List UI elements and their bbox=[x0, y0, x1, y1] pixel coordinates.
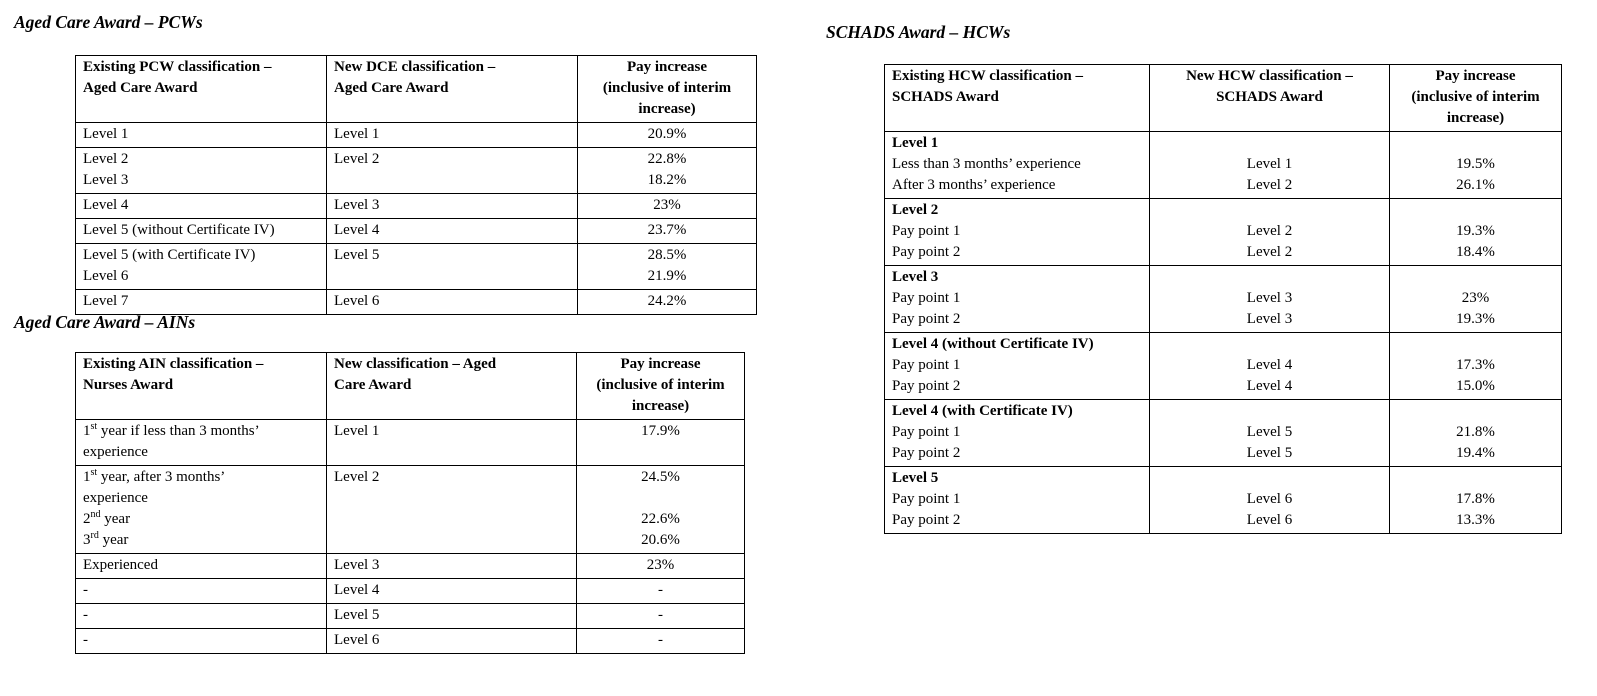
table-row bbox=[885, 199, 1562, 266]
table-cell bbox=[76, 219, 327, 244]
cell-line: Pay point 1 bbox=[892, 290, 961, 306]
cell-line: Level 1 bbox=[892, 135, 939, 151]
cell-line: After 3 months’ experience bbox=[892, 177, 1056, 193]
cell-line: Level 4 bbox=[334, 582, 380, 598]
table-cell bbox=[1390, 266, 1562, 333]
table-row bbox=[76, 148, 757, 194]
cell-line: experience bbox=[83, 490, 148, 506]
cell-line: Level 4 (with Certificate IV) bbox=[892, 403, 1073, 419]
cell-line: Pay point 2 bbox=[892, 512, 961, 528]
cell-line: Level 6 bbox=[1246, 512, 1293, 528]
cell-line: Level 5 (with Certificate IV) bbox=[83, 247, 256, 263]
cell-line: Level 2 bbox=[1246, 223, 1293, 239]
cell-line: Level 3 bbox=[83, 172, 129, 188]
cell-line: 19.3% bbox=[1456, 223, 1495, 239]
table-row bbox=[76, 123, 757, 148]
cell-line: 23% bbox=[653, 197, 681, 213]
cell-line: Care Award bbox=[334, 377, 412, 393]
table-cell bbox=[577, 579, 745, 604]
cell-line: Level 5 bbox=[334, 607, 380, 623]
cell-line: Level 1 bbox=[334, 126, 380, 142]
cell-line: 17.8% bbox=[1456, 491, 1495, 507]
table-row bbox=[76, 466, 745, 554]
column-header bbox=[76, 56, 327, 123]
cell-line: 19.3% bbox=[1456, 311, 1495, 327]
cell-line: Existing PCW classification – bbox=[83, 59, 272, 75]
cell-line: Level 5 bbox=[892, 470, 939, 486]
cell-line: 1st year if less than 3 months’ bbox=[83, 421, 260, 439]
cell-line bbox=[1397, 200, 1554, 221]
table-cell bbox=[327, 123, 578, 148]
cell-line: - bbox=[658, 632, 663, 648]
table-row bbox=[885, 333, 1562, 400]
cell-line: (inclusive of interim bbox=[1411, 89, 1540, 105]
cell-line: Level 5 bbox=[1246, 445, 1293, 461]
table-cell bbox=[76, 290, 327, 315]
table-cell bbox=[578, 148, 757, 194]
cell-line: Level 2 bbox=[1246, 177, 1293, 193]
table-cell bbox=[1390, 132, 1562, 199]
table-cell bbox=[327, 604, 577, 629]
cell-line bbox=[1157, 133, 1382, 154]
cell-line: 22.8% bbox=[647, 151, 687, 167]
cell-line: Pay increase bbox=[626, 59, 708, 75]
cell-line: 18.2% bbox=[647, 172, 687, 188]
table-cell bbox=[327, 194, 578, 219]
table-cell bbox=[1390, 199, 1562, 266]
cell-line: 19.5% bbox=[1456, 156, 1495, 172]
cell-line: Pay point 1 bbox=[892, 223, 961, 239]
cell-line bbox=[1157, 401, 1382, 422]
cell-line: Aged Care Award bbox=[334, 80, 449, 96]
table-cell bbox=[885, 400, 1150, 467]
cell-line: Level 3 bbox=[1246, 311, 1293, 327]
cell-line: Level 4 bbox=[334, 222, 380, 238]
pcw-classification-table bbox=[75, 55, 757, 315]
cell-line: 2nd year bbox=[83, 509, 131, 527]
cell-line: 17.9% bbox=[641, 423, 680, 439]
table-cell bbox=[1150, 333, 1390, 400]
column-header bbox=[327, 56, 578, 123]
table-cell bbox=[885, 333, 1150, 400]
table-cell bbox=[76, 244, 327, 290]
table-cell bbox=[76, 604, 327, 629]
cell-line: Aged Care Award bbox=[83, 80, 198, 96]
table-row bbox=[885, 132, 1562, 199]
column-header bbox=[1390, 65, 1562, 132]
cell-line: Level 5 bbox=[1246, 424, 1293, 440]
table-cell bbox=[1150, 467, 1390, 534]
table-cell bbox=[327, 420, 577, 466]
cell-line: increase) bbox=[638, 101, 696, 117]
cell-line: Level 5 (without Certificate IV) bbox=[83, 222, 275, 238]
table-cell bbox=[577, 604, 745, 629]
table-cell bbox=[1390, 467, 1562, 534]
cell-line: Level 1 bbox=[1246, 156, 1293, 172]
cell-line: - bbox=[658, 582, 663, 598]
cell-line: 20.9% bbox=[647, 126, 687, 142]
cell-line: 18.4% bbox=[1456, 244, 1495, 260]
cell-line: Pay point 2 bbox=[892, 311, 961, 327]
cell-line bbox=[584, 488, 737, 509]
cell-line: SCHADS Award bbox=[1216, 89, 1323, 105]
cell-line bbox=[1397, 334, 1554, 355]
table-cell bbox=[76, 466, 327, 554]
cell-line: Level 6 bbox=[334, 293, 380, 309]
table-cell bbox=[1150, 266, 1390, 333]
table-cell bbox=[1390, 400, 1562, 467]
header-row bbox=[885, 65, 1562, 132]
header-row bbox=[76, 56, 757, 123]
cell-line: Level 7 bbox=[83, 293, 129, 309]
cell-line: Pay point 1 bbox=[892, 357, 961, 373]
cell-line bbox=[1397, 133, 1554, 154]
cell-line: 23% bbox=[1461, 290, 1490, 306]
table-cell bbox=[885, 132, 1150, 199]
table-cell bbox=[578, 244, 757, 290]
table-row bbox=[76, 604, 745, 629]
table-cell bbox=[1150, 132, 1390, 199]
cell-line bbox=[1397, 267, 1554, 288]
table-cell bbox=[578, 194, 757, 219]
cell-line bbox=[1157, 468, 1382, 489]
table-row bbox=[885, 467, 1562, 534]
table-cell bbox=[577, 554, 745, 579]
cell-line: Existing HCW classification – bbox=[892, 68, 1083, 84]
cell-line: 15.0% bbox=[1456, 378, 1495, 394]
table-cell bbox=[327, 219, 578, 244]
table-row bbox=[76, 290, 757, 315]
column-header bbox=[327, 353, 577, 420]
cell-line: Less than 3 months’ experience bbox=[892, 156, 1081, 172]
table-cell bbox=[76, 194, 327, 219]
cell-line: 28.5% bbox=[647, 247, 687, 263]
table-cell bbox=[885, 467, 1150, 534]
cell-line: New classification – Aged bbox=[334, 356, 497, 372]
cell-line bbox=[1397, 468, 1554, 489]
cell-line: Level 2 bbox=[892, 202, 939, 218]
table-row bbox=[885, 266, 1562, 333]
header-row bbox=[76, 353, 745, 420]
cell-line: Pay point 1 bbox=[892, 424, 961, 440]
cell-line bbox=[1397, 401, 1554, 422]
table-cell bbox=[578, 290, 757, 315]
cell-line: Level 1 bbox=[83, 126, 129, 142]
cell-line: Level 4 bbox=[1246, 378, 1293, 394]
table-row bbox=[885, 400, 1562, 467]
cell-line: increase) bbox=[631, 398, 690, 414]
section-title-pcw: Aged Care Award – PCWs bbox=[14, 12, 203, 32]
cell-line: Pay point 1 bbox=[892, 491, 961, 507]
table-row bbox=[76, 244, 757, 290]
cell-line: 23.7% bbox=[647, 222, 687, 238]
cell-line: New DCE classification – bbox=[334, 59, 496, 75]
table-cell bbox=[578, 219, 757, 244]
cell-line: (inclusive of interim bbox=[602, 80, 732, 96]
section-title-ain: Aged Care Award – AINs bbox=[14, 312, 196, 332]
cell-line: Level 3 bbox=[334, 197, 380, 213]
cell-line: Level 3 bbox=[892, 269, 939, 285]
cell-line: - bbox=[658, 607, 663, 623]
table-cell bbox=[76, 123, 327, 148]
table-cell bbox=[577, 466, 745, 554]
cell-line: 24.2% bbox=[647, 293, 687, 309]
cell-line: Level 4 (without Certificate IV) bbox=[892, 336, 1094, 352]
table-cell bbox=[76, 579, 327, 604]
cell-line: Level 2 bbox=[334, 469, 380, 485]
table-cell bbox=[1150, 400, 1390, 467]
table-cell bbox=[76, 420, 327, 466]
cell-line: experience bbox=[83, 444, 148, 460]
cell-line: Pay point 2 bbox=[892, 378, 961, 394]
table-cell bbox=[327, 554, 577, 579]
cell-line: New HCW classification – bbox=[1186, 68, 1353, 84]
cell-line: SCHADS Award bbox=[892, 89, 999, 105]
cell-line: 24.5% bbox=[641, 469, 680, 485]
column-header bbox=[1150, 65, 1390, 132]
cell-line: 20.6% bbox=[641, 532, 680, 548]
cell-line: 19.4% bbox=[1456, 445, 1495, 461]
table-cell bbox=[76, 629, 327, 654]
table-cell bbox=[327, 629, 577, 654]
column-header bbox=[885, 65, 1150, 132]
cell-line: Pay point 2 bbox=[892, 445, 961, 461]
cell-line: Level 4 bbox=[1246, 357, 1293, 373]
cell-line: Level 6 bbox=[1246, 491, 1293, 507]
cell-line: Existing AIN classification – bbox=[83, 356, 264, 372]
cell-line: 3rd year bbox=[83, 530, 129, 548]
cell-line: - bbox=[83, 632, 88, 648]
cell-line: Pay point 2 bbox=[892, 244, 961, 260]
cell-line: Level 2 bbox=[83, 151, 129, 167]
table-row bbox=[76, 219, 757, 244]
table-cell bbox=[327, 148, 578, 194]
table-cell bbox=[885, 266, 1150, 333]
cell-line: Nurses Award bbox=[83, 377, 174, 393]
cell-line: - bbox=[83, 607, 88, 623]
cell-line: Level 6 bbox=[334, 632, 380, 648]
cell-line: Level 6 bbox=[83, 268, 129, 284]
cell-line: 22.6% bbox=[641, 511, 680, 527]
cell-line bbox=[1157, 267, 1382, 288]
table-row bbox=[76, 420, 745, 466]
cell-line: Level 1 bbox=[334, 423, 380, 439]
table-cell bbox=[578, 123, 757, 148]
column-header bbox=[577, 353, 745, 420]
table-cell bbox=[76, 148, 327, 194]
cell-line: 26.1% bbox=[1456, 177, 1495, 193]
cell-line: Level 4 bbox=[83, 197, 129, 213]
cell-line bbox=[1157, 200, 1382, 221]
table-cell bbox=[1150, 199, 1390, 266]
cell-line: increase) bbox=[1446, 110, 1505, 126]
table-cell bbox=[885, 199, 1150, 266]
table-cell bbox=[327, 244, 578, 290]
table-cell bbox=[327, 290, 578, 315]
cell-line: 13.3% bbox=[1456, 512, 1495, 528]
table-row bbox=[76, 554, 745, 579]
section-title-schads: SCHADS Award – HCWs bbox=[826, 22, 1011, 42]
cell-line: (inclusive of interim bbox=[596, 377, 725, 393]
cell-line: Level 2 bbox=[334, 151, 380, 167]
column-header bbox=[578, 56, 757, 123]
cell-line: 1st year, after 3 months’ bbox=[83, 467, 226, 485]
table-row bbox=[76, 194, 757, 219]
cell-line: 17.3% bbox=[1456, 357, 1495, 373]
schads-classification-table bbox=[884, 64, 1562, 534]
cell-line: 23% bbox=[646, 557, 675, 573]
ain-classification-table bbox=[75, 352, 745, 654]
table-row bbox=[76, 629, 745, 654]
cell-line: Level 3 bbox=[1246, 290, 1293, 306]
table-row bbox=[76, 579, 745, 604]
cell-line: Pay increase bbox=[1435, 68, 1516, 84]
cell-line: Level 3 bbox=[334, 557, 380, 573]
cell-line: 21.8% bbox=[1456, 424, 1495, 440]
cell-line: Level 2 bbox=[1246, 244, 1293, 260]
table-cell bbox=[76, 554, 327, 579]
column-header bbox=[76, 353, 327, 420]
table-cell bbox=[327, 579, 577, 604]
table-cell bbox=[327, 466, 577, 554]
cell-line: - bbox=[83, 582, 88, 598]
cell-line: Pay increase bbox=[620, 356, 701, 372]
cell-line: Level 5 bbox=[334, 247, 380, 263]
table-cell bbox=[577, 629, 745, 654]
cell-line bbox=[1157, 334, 1382, 355]
cell-line: Experienced bbox=[83, 557, 158, 573]
table-cell bbox=[577, 420, 745, 466]
cell-line: 21.9% bbox=[647, 268, 687, 284]
table-cell bbox=[1390, 333, 1562, 400]
